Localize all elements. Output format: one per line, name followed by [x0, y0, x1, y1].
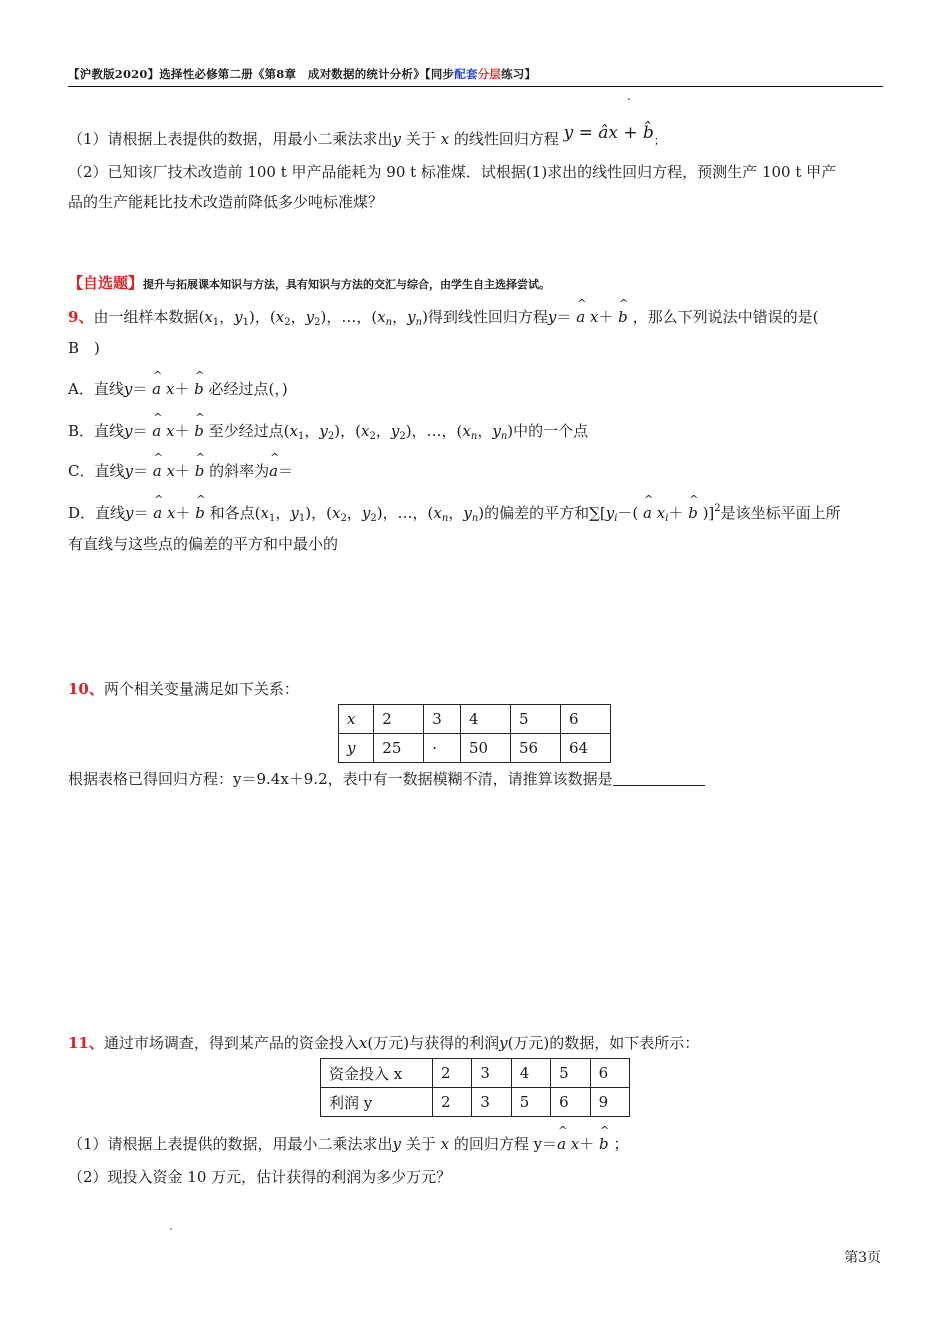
q9-option-c: C．直线y＝ ^ a x＋ ^ b 的斜率为^ a＝	[68, 460, 293, 481]
q9-c-text: 的斜率为	[209, 462, 270, 480]
q9-stem-a: 由一组样本数据(	[93, 308, 205, 326]
q10-after	[68, 768, 705, 789]
q9-stem-end: ，那么下列说法中错误的是(	[632, 308, 819, 326]
q9-a-label: A．直线	[68, 380, 124, 398]
header-highlight-red: 分层	[477, 67, 502, 81]
var-y: y	[392, 1135, 402, 1153]
section-desc: 提升与拓展课本知识与方法，具有知识与方法的交汇与综合，由学生自主选择尝试。	[143, 278, 551, 291]
q10-sep: 、	[88, 680, 104, 698]
q9-answer: B )	[68, 339, 100, 357]
q9-d-end: 是该坐标平面上所	[720, 504, 841, 522]
q9-sep: 、	[78, 308, 94, 326]
q10-stem-text: 两个相关变量满足如下关系：	[103, 680, 299, 698]
table-cell: 9	[590, 1088, 629, 1117]
table-cell: 4	[461, 705, 511, 734]
q8-part1-text2: 关于	[401, 130, 441, 148]
section-tag: 【自选题】	[68, 274, 144, 292]
q11-stem-a: 通过市场调查，得到某产品的资金投入	[103, 1034, 359, 1052]
q9-option-b: B．直线y＝ ^ a x＋ ^ b 至少经过点($x_1$，$y_2$)，($x_2$，$y_2$)，…，($x_n$，$y_n$)中的一个点	[68, 420, 588, 442]
q9-b-label: B．直线	[68, 422, 125, 440]
header-divider	[68, 86, 883, 87]
table-cell: 50	[461, 734, 511, 763]
q9-b-end: )中的一个点	[507, 422, 589, 440]
q11-part1-end: ；	[613, 1135, 629, 1153]
table-cell: 2	[374, 705, 424, 734]
table-cell: y	[339, 734, 374, 763]
table-cell: 2	[433, 1088, 472, 1117]
speck	[628, 98, 630, 100]
q9-b-text: 至少经过点(	[208, 422, 290, 440]
table-cell: ·	[424, 734, 461, 763]
table-cell: 5	[551, 1059, 590, 1088]
table-cell: 6	[560, 705, 610, 734]
var-x: x	[358, 1034, 368, 1052]
q9-d-mid: )的偏差的平方和∑[	[478, 504, 606, 522]
var-x: x	[440, 1135, 450, 1153]
q10-stem	[68, 678, 299, 699]
q9-option-d-line2: 有直线与这些点的偏差的平方和中最小的	[68, 535, 339, 553]
page-header	[68, 66, 536, 82]
var-y: y	[392, 130, 402, 148]
table-cell: 资金投入 x	[321, 1059, 433, 1088]
q10-after-text: 根据表格已得回归方程：y＝9.4x＋9.2，表中有一数据模糊不清，请推算该数据是	[68, 770, 613, 788]
var-x: x	[440, 130, 450, 148]
q9-number: 9	[68, 308, 79, 326]
table-cell: 25	[374, 734, 424, 763]
table-cell: 6	[590, 1059, 629, 1088]
header-highlight-blue: 配套	[454, 67, 478, 81]
var-y: y	[499, 1034, 508, 1052]
q9-a-text: 必经过点(，)	[208, 380, 288, 398]
q11-sep: 、	[88, 1034, 104, 1052]
table-cell: 6	[551, 1088, 590, 1117]
q11-part2: （2）现投入资金 10 万元，估计获得的利润为多少万元？	[68, 1168, 452, 1186]
q9-d-label: D．直线	[68, 504, 126, 522]
q11-part1-a: （1）请根据上表提供的数据，用最小二乘法求出	[68, 1135, 393, 1153]
q11-stem	[68, 1032, 699, 1053]
page-number: 第3页	[844, 1250, 881, 1266]
q9-got-eq: )得到线性回归方程	[422, 308, 548, 326]
table-cell: 4	[511, 1059, 550, 1088]
q8-part1	[68, 123, 665, 149]
table-row	[321, 1088, 630, 1117]
q8-part2-line2: 品的生产能耗比技术改造前降低多少吨标准煤？	[68, 193, 384, 211]
q11-part1: （1）请根据上表提供的数据，用最小二乘法求出y 关于 x 的回归方程 y＝^ a x＋ ^ b ；	[68, 1133, 628, 1154]
q11-number: 11	[68, 1034, 89, 1052]
q10-table	[338, 704, 611, 763]
q9-c-end: ＝	[278, 462, 294, 480]
q8-part1-text: （1）请根据上表提供的数据，用最小二乘法求出	[68, 130, 393, 148]
q11-part1-b: 关于	[401, 1135, 441, 1153]
q9-option-a: A．直线y＝ ^ a x＋ ^ b 必经过点(，)	[68, 378, 288, 399]
table-cell: 64	[560, 734, 610, 763]
q8-part2-line1: （2）已知该厂技术改造前 100 t 甲产品能耗为 90 t 标准煤．试根据(1)求出的线性回归方程，预测生产 100 t 甲产	[68, 163, 837, 181]
q8-part1-text3: 的线性回归方程	[449, 130, 559, 148]
q11-stem-b: (万元)与获得的利润	[367, 1034, 500, 1052]
q11-table	[320, 1058, 630, 1117]
table-cell: 56	[511, 734, 561, 763]
header-text: 【沪教版2020】选择性必修第二册《第8章 成对数据的统计分析》【同步	[68, 67, 455, 81]
q9-option-d: D．直线y＝ ^ a x＋ ^ b 和各点($x_1$，$y_1$)，($x_2$，$y_2$)，…，($x_n$，$y_n$)的偏差的平方和$\sum[y_i-$( ^ a $x_i+$ ^ b )]$^2$是该坐标平面上所	[68, 502, 841, 524]
q8-regression-formula: y = âx + b̂	[563, 123, 654, 143]
table-cell: x	[339, 705, 374, 734]
q9-stem: 9、由一组样本数据($x_1$，$y_1$)，($x_2$，$y_2$)，…，($x_n$，$y_n$)得到线性回归方程y＝ ^ a x＋ ^ b ，那么下列说法中错误的是(	[68, 306, 818, 328]
q11-part1-c: 的回归方程 y＝	[449, 1135, 558, 1153]
table-row	[321, 1059, 630, 1088]
table-row	[339, 734, 611, 763]
section-heading	[68, 272, 550, 293]
table-row	[339, 705, 611, 734]
table-cell: 2	[433, 1059, 472, 1088]
answer-blank[interactable]	[613, 771, 705, 786]
table-cell: 3	[424, 705, 461, 734]
q9-c-label: C．直线	[68, 462, 125, 480]
table-cell: 5	[511, 705, 561, 734]
q10-number: 10	[68, 680, 89, 698]
table-cell: 3	[472, 1059, 511, 1088]
table-cell: 利润 y	[321, 1088, 433, 1117]
q9-d-text: 和各点(	[209, 504, 261, 522]
q11-stem-c: (万元)的数据，如下表所示：	[507, 1034, 700, 1052]
speck	[170, 1228, 172, 1230]
table-cell: 3	[472, 1088, 511, 1117]
q8-part1-end: ；	[653, 134, 665, 147]
table-cell: 5	[511, 1088, 550, 1117]
header-text-end: 练习】	[501, 67, 537, 81]
